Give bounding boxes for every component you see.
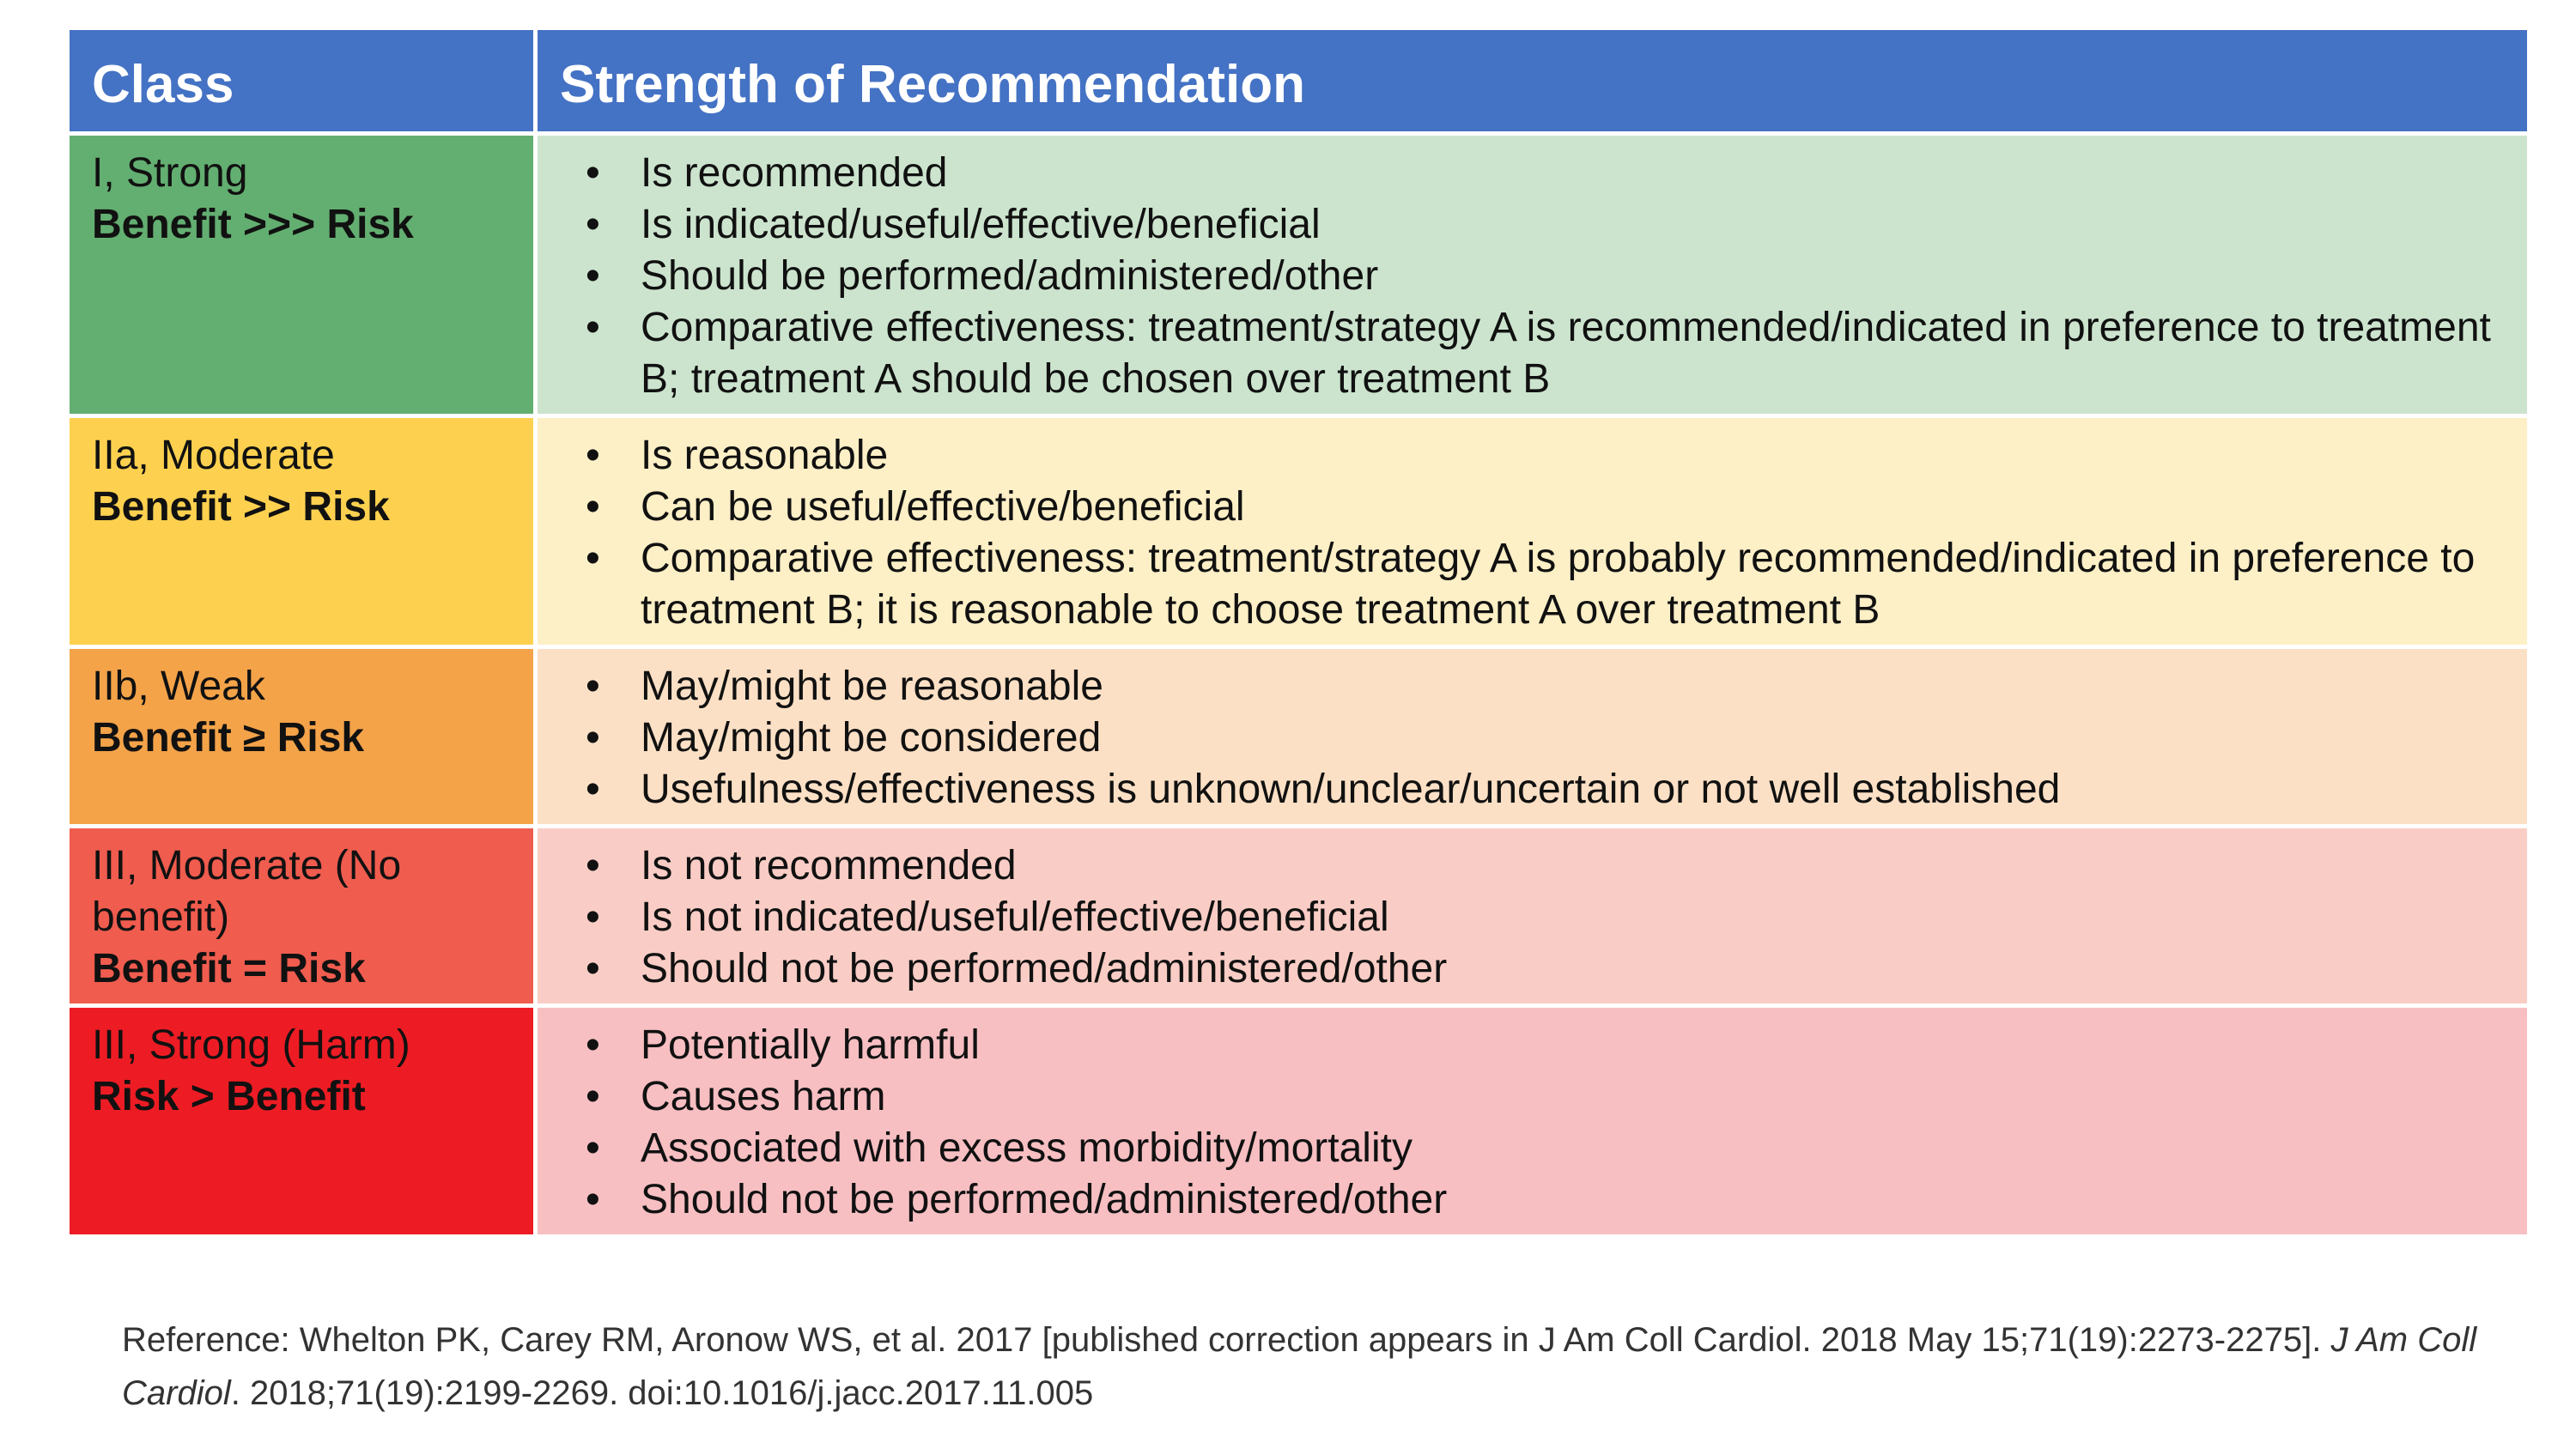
- table-row: [68, 647, 2530, 827]
- list-item: • Potentially harmful: [560, 1020, 2505, 1071]
- benefit-risk-ratio: Benefit >>> Risk: [92, 202, 414, 247]
- recommendation-cell: [536, 827, 2530, 1006]
- benefit-risk-ratio: Risk > Benefit: [92, 1074, 366, 1119]
- table-row: [68, 1006, 2530, 1237]
- table-row: [68, 827, 2530, 1006]
- benefit-risk-ratio: Benefit ≥ Risk: [92, 715, 365, 761]
- list-item: • Is reasonable: [560, 430, 2505, 482]
- class-cell: [68, 647, 536, 827]
- recommendation-cell: [536, 647, 2530, 827]
- table-header-row: [68, 28, 2530, 134]
- list-item: • Associated with excess morbidity/mortality: [560, 1123, 2505, 1174]
- recommendation-cell: [536, 134, 2530, 416]
- list-item: • Can be useful/effective/beneficial: [560, 482, 2505, 533]
- class-cell: [68, 827, 536, 1006]
- reference-text: Reference: Whelton PK, Carey RM, Aronow WS, et al. 2017 [published correction appears in J Am Coll Cardiol. 2018 May 15;71(19):2273-2275].: [122, 1321, 2331, 1359]
- list-item: • Is indicated/useful/effective/beneficial: [560, 199, 2505, 251]
- reference-journal: J Am Coll Cardiol: [122, 1321, 2477, 1412]
- list-item: • Should be performed/administered/other: [560, 251, 2505, 302]
- list-item: • Is not recommended: [560, 840, 2505, 892]
- class-name: I, Strong: [92, 150, 248, 196]
- list-item: • Should not be performed/administered/other: [560, 943, 2505, 995]
- class-name: III, Moderate (No benefit): [92, 843, 402, 940]
- class-name: IIb, Weak: [92, 664, 265, 709]
- list-item: • May/might be reasonable: [560, 661, 2505, 712]
- recommendation-list: [560, 840, 2505, 995]
- list-item: • May/might be considered: [560, 712, 2505, 764]
- header-strength: Strength of Recommendation: [536, 28, 2530, 134]
- list-item: • Should not be performed/administered/other: [560, 1174, 2505, 1226]
- recommendation-list: [560, 148, 2505, 405]
- list-item: • Usefulness/effectiveness is unknown/unclear/uncertain or not well established: [560, 764, 2505, 815]
- recommendation-list: [560, 430, 2505, 636]
- class-cell: [68, 1006, 536, 1237]
- benefit-risk-ratio: Benefit >> Risk: [92, 484, 390, 530]
- list-item: • Is not indicated/useful/effective/beneficial: [560, 892, 2505, 943]
- header-class: Class: [68, 28, 536, 134]
- recommendation-list: [560, 1020, 2505, 1226]
- class-cell: [68, 416, 536, 647]
- recommendation-list: [560, 661, 2505, 815]
- reference-details: . 2018;71(19):2199-2269. doi:10.1016/j.jacc.2017.11.005: [230, 1374, 1094, 1412]
- list-item: • Is recommended: [560, 148, 2505, 199]
- recommendation-cell: [536, 416, 2530, 647]
- table-body: [68, 134, 2530, 1237]
- reference-citation: [122, 1313, 2509, 1420]
- list-item: • Comparative effectiveness: treatment/strategy A is probably recommended/indicated in preference to treatment B; it is reasonable to choose treatment A over treatment B: [560, 533, 2505, 636]
- list-item: • Comparative effectiveness: treatment/strategy A is recommended/indicated in preference to treatment B; treatment A should be chosen over treatment B: [560, 302, 2505, 405]
- recommendation-cell: [536, 1006, 2530, 1237]
- list-item: • Causes harm: [560, 1071, 2505, 1123]
- class-cell: [68, 134, 536, 416]
- table-row: [68, 416, 2530, 647]
- table-row: [68, 134, 2530, 416]
- recommendation-table: [65, 26, 2531, 1239]
- benefit-risk-ratio: Benefit = Risk: [92, 946, 366, 991]
- class-name: IIa, Moderate: [92, 433, 335, 478]
- class-name: III, Strong (Harm): [92, 1022, 410, 1068]
